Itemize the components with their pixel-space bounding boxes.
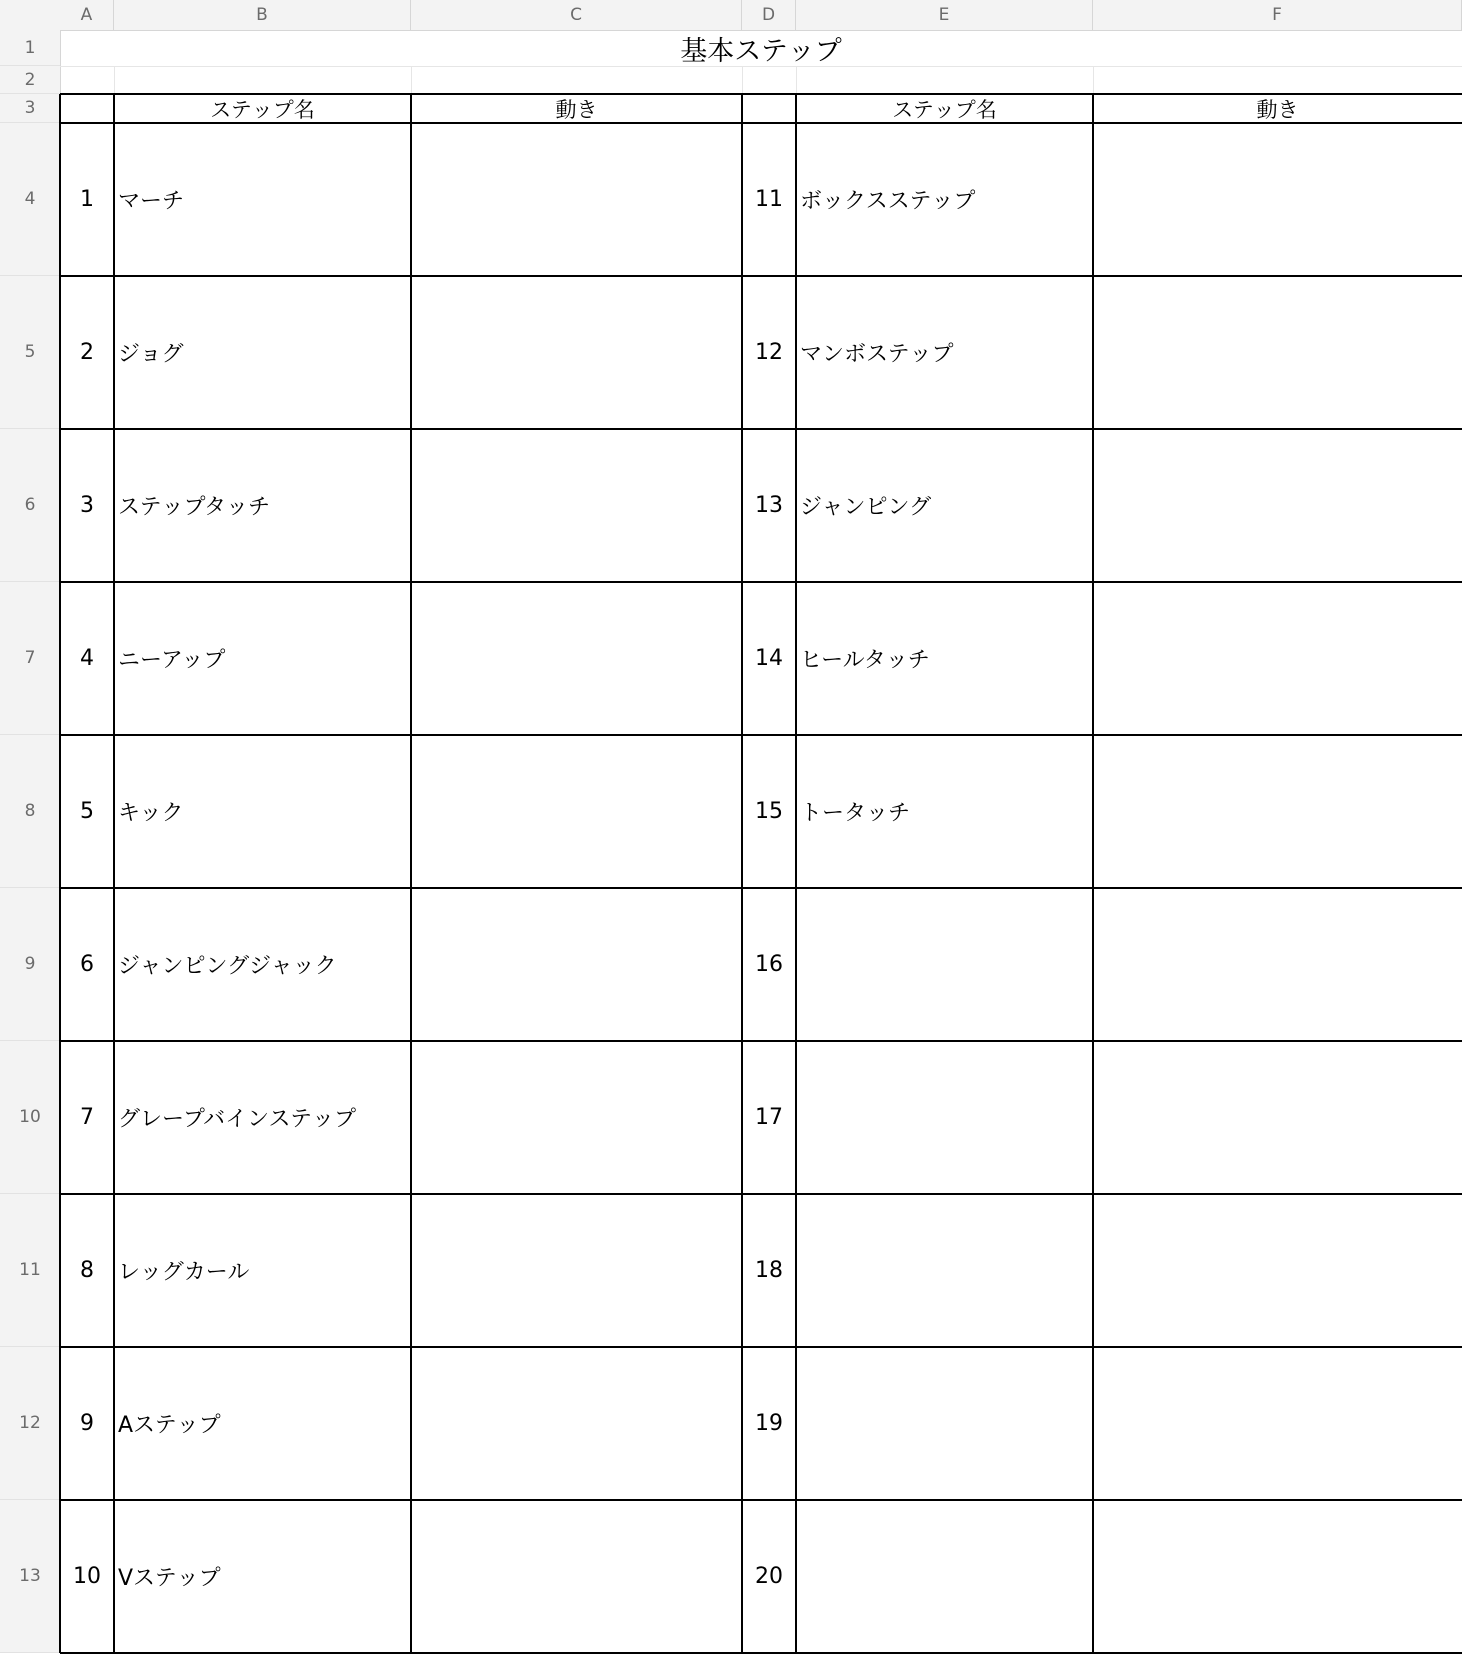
step-number-cell[interactable]: 2 bbox=[80, 340, 94, 365]
row-header-9[interactable]: 9 bbox=[0, 888, 60, 1041]
step-number-cell[interactable]: 12 bbox=[755, 340, 783, 365]
step-number-cell[interactable]: 5 bbox=[80, 799, 94, 824]
row-header-4[interactable]: 4 bbox=[0, 123, 60, 276]
step-name-cell[interactable] bbox=[796, 1347, 1093, 1500]
step-number-cell[interactable]: 3 bbox=[80, 493, 94, 518]
table-border bbox=[60, 734, 1462, 736]
table-border bbox=[410, 94, 412, 1653]
step-name-cell[interactable]: グレープバインステップ bbox=[118, 1107, 357, 1132]
column-header-b[interactable]: B bbox=[114, 0, 411, 30]
step-movement-cell[interactable] bbox=[1093, 582, 1462, 735]
step-movement-cell[interactable] bbox=[1093, 1347, 1462, 1500]
step-name-cell[interactable]: ニーアップ bbox=[118, 648, 226, 673]
step-movement-cell[interactable] bbox=[411, 429, 742, 582]
table-border bbox=[1092, 94, 1094, 1653]
step-name-cell[interactable] bbox=[796, 1500, 1093, 1653]
step-number-cell[interactable]: 13 bbox=[755, 493, 783, 518]
step-number-cell[interactable]: 17 bbox=[755, 1105, 783, 1130]
step-name-cell[interactable]: ジャンピング bbox=[800, 495, 932, 520]
gridline bbox=[742, 66, 743, 94]
step-name-cell[interactable]: マンボステップ bbox=[800, 342, 954, 367]
step-number-cell[interactable]: 14 bbox=[755, 646, 783, 671]
step-movement-cell[interactable] bbox=[411, 276, 742, 429]
step-number-cell[interactable]: 10 bbox=[73, 1564, 101, 1589]
step-movement-cell[interactable] bbox=[411, 1194, 742, 1347]
table-border bbox=[60, 1346, 1462, 1348]
step-name-cell[interactable] bbox=[796, 1041, 1093, 1194]
table-border bbox=[60, 581, 1462, 583]
gridline bbox=[796, 66, 797, 94]
row-header-12[interactable]: 12 bbox=[0, 1347, 60, 1500]
step-number-cell[interactable]: 16 bbox=[755, 952, 783, 977]
header-step-name-right[interactable]: ステップ名 bbox=[892, 97, 997, 122]
column-header-a[interactable]: A bbox=[60, 0, 114, 30]
header-movement-left[interactable]: 動き bbox=[555, 97, 598, 122]
step-number-cell[interactable]: 7 bbox=[80, 1105, 94, 1130]
step-movement-cell[interactable] bbox=[411, 888, 742, 1041]
step-number-cell[interactable]: 1 bbox=[80, 187, 94, 212]
step-movement-cell[interactable] bbox=[1093, 123, 1462, 276]
step-name-cell[interactable]: Vステップ bbox=[118, 1566, 221, 1591]
gridline bbox=[60, 66, 1462, 67]
step-movement-cell[interactable] bbox=[1093, 429, 1462, 582]
step-name-cell[interactable]: キック bbox=[118, 801, 184, 826]
table-border bbox=[60, 1040, 1462, 1042]
step-movement-cell[interactable] bbox=[1093, 1194, 1462, 1347]
column-header-d[interactable]: D bbox=[742, 0, 796, 30]
step-movement-cell[interactable] bbox=[411, 582, 742, 735]
gridline bbox=[1093, 66, 1094, 94]
step-movement-cell[interactable] bbox=[1093, 276, 1462, 429]
header-step-name-left[interactable]: ステップ名 bbox=[210, 97, 315, 122]
row-header-11[interactable]: 11 bbox=[0, 1194, 60, 1347]
row-header-10[interactable]: 10 bbox=[0, 1041, 60, 1194]
step-name-cell[interactable]: マーチ bbox=[118, 189, 185, 214]
column-header-c[interactable]: C bbox=[411, 0, 742, 30]
row-header-1[interactable]: 1 bbox=[0, 30, 60, 66]
row-header-5[interactable]: 5 bbox=[0, 276, 60, 429]
step-name-cell[interactable] bbox=[796, 888, 1093, 1041]
step-movement-cell[interactable] bbox=[1093, 888, 1462, 1041]
table-border bbox=[60, 93, 1462, 95]
step-number-cell[interactable]: 11 bbox=[755, 187, 783, 212]
table-border bbox=[60, 1193, 1462, 1195]
step-number-cell[interactable]: 9 bbox=[80, 1411, 94, 1436]
header-movement-right[interactable]: 動き bbox=[1256, 97, 1299, 122]
table-border bbox=[59, 94, 61, 1653]
step-movement-cell[interactable] bbox=[411, 123, 742, 276]
table-border bbox=[795, 94, 797, 1653]
gridline bbox=[114, 66, 115, 94]
row-header-13[interactable]: 13 bbox=[0, 1500, 60, 1653]
table-border bbox=[60, 428, 1462, 430]
step-number-cell[interactable]: 18 bbox=[755, 1258, 783, 1283]
row-header-8[interactable]: 8 bbox=[0, 735, 60, 888]
step-movement-cell[interactable] bbox=[411, 735, 742, 888]
step-name-cell[interactable]: ボックスステップ bbox=[800, 189, 976, 214]
table-border bbox=[60, 887, 1462, 889]
step-name-cell[interactable]: ジャンピングジャック bbox=[118, 954, 337, 979]
row-header-6[interactable]: 6 bbox=[0, 429, 60, 582]
table-border bbox=[60, 1499, 1462, 1501]
step-movement-cell[interactable] bbox=[1093, 735, 1462, 888]
step-movement-cell[interactable] bbox=[1093, 1041, 1462, 1194]
step-number-cell[interactable]: 6 bbox=[80, 952, 94, 977]
step-number-cell[interactable]: 15 bbox=[755, 799, 783, 824]
step-movement-cell[interactable] bbox=[411, 1041, 742, 1194]
column-header-e[interactable]: E bbox=[796, 0, 1093, 30]
step-name-cell[interactable]: Aステップ bbox=[118, 1413, 221, 1438]
step-name-cell[interactable]: トータッチ bbox=[800, 801, 911, 826]
step-movement-cell[interactable] bbox=[411, 1347, 742, 1500]
step-movement-cell[interactable] bbox=[1093, 1500, 1462, 1653]
row-header-7[interactable]: 7 bbox=[0, 582, 60, 735]
row-header-3[interactable]: 3 bbox=[0, 94, 60, 123]
table-border bbox=[60, 275, 1462, 277]
table-border bbox=[113, 94, 115, 1653]
step-number-cell[interactable]: 20 bbox=[755, 1564, 783, 1589]
column-header-f[interactable]: F bbox=[1093, 0, 1462, 30]
step-name-cell[interactable] bbox=[796, 1194, 1093, 1347]
row-header-2[interactable]: 2 bbox=[0, 66, 60, 94]
step-name-cell[interactable]: ステップタッチ bbox=[118, 495, 271, 520]
table-border bbox=[741, 94, 743, 1653]
sheet-title[interactable]: 基本ステップ bbox=[680, 35, 842, 67]
gridline bbox=[411, 66, 412, 94]
step-number-cell[interactable]: 8 bbox=[80, 1258, 94, 1283]
step-name-cell[interactable]: レッグカール bbox=[118, 1260, 250, 1285]
step-name-cell[interactable]: ヒールタッチ bbox=[800, 648, 930, 673]
column-header-bar bbox=[0, 0, 1462, 31]
step-movement-cell[interactable] bbox=[411, 1500, 742, 1653]
step-number-cell[interactable]: 4 bbox=[80, 646, 94, 671]
row-header-bar bbox=[0, 30, 61, 1653]
table-border bbox=[60, 122, 1462, 124]
step-name-cell[interactable]: ジョグ bbox=[118, 342, 184, 367]
step-number-cell[interactable]: 19 bbox=[755, 1411, 783, 1436]
